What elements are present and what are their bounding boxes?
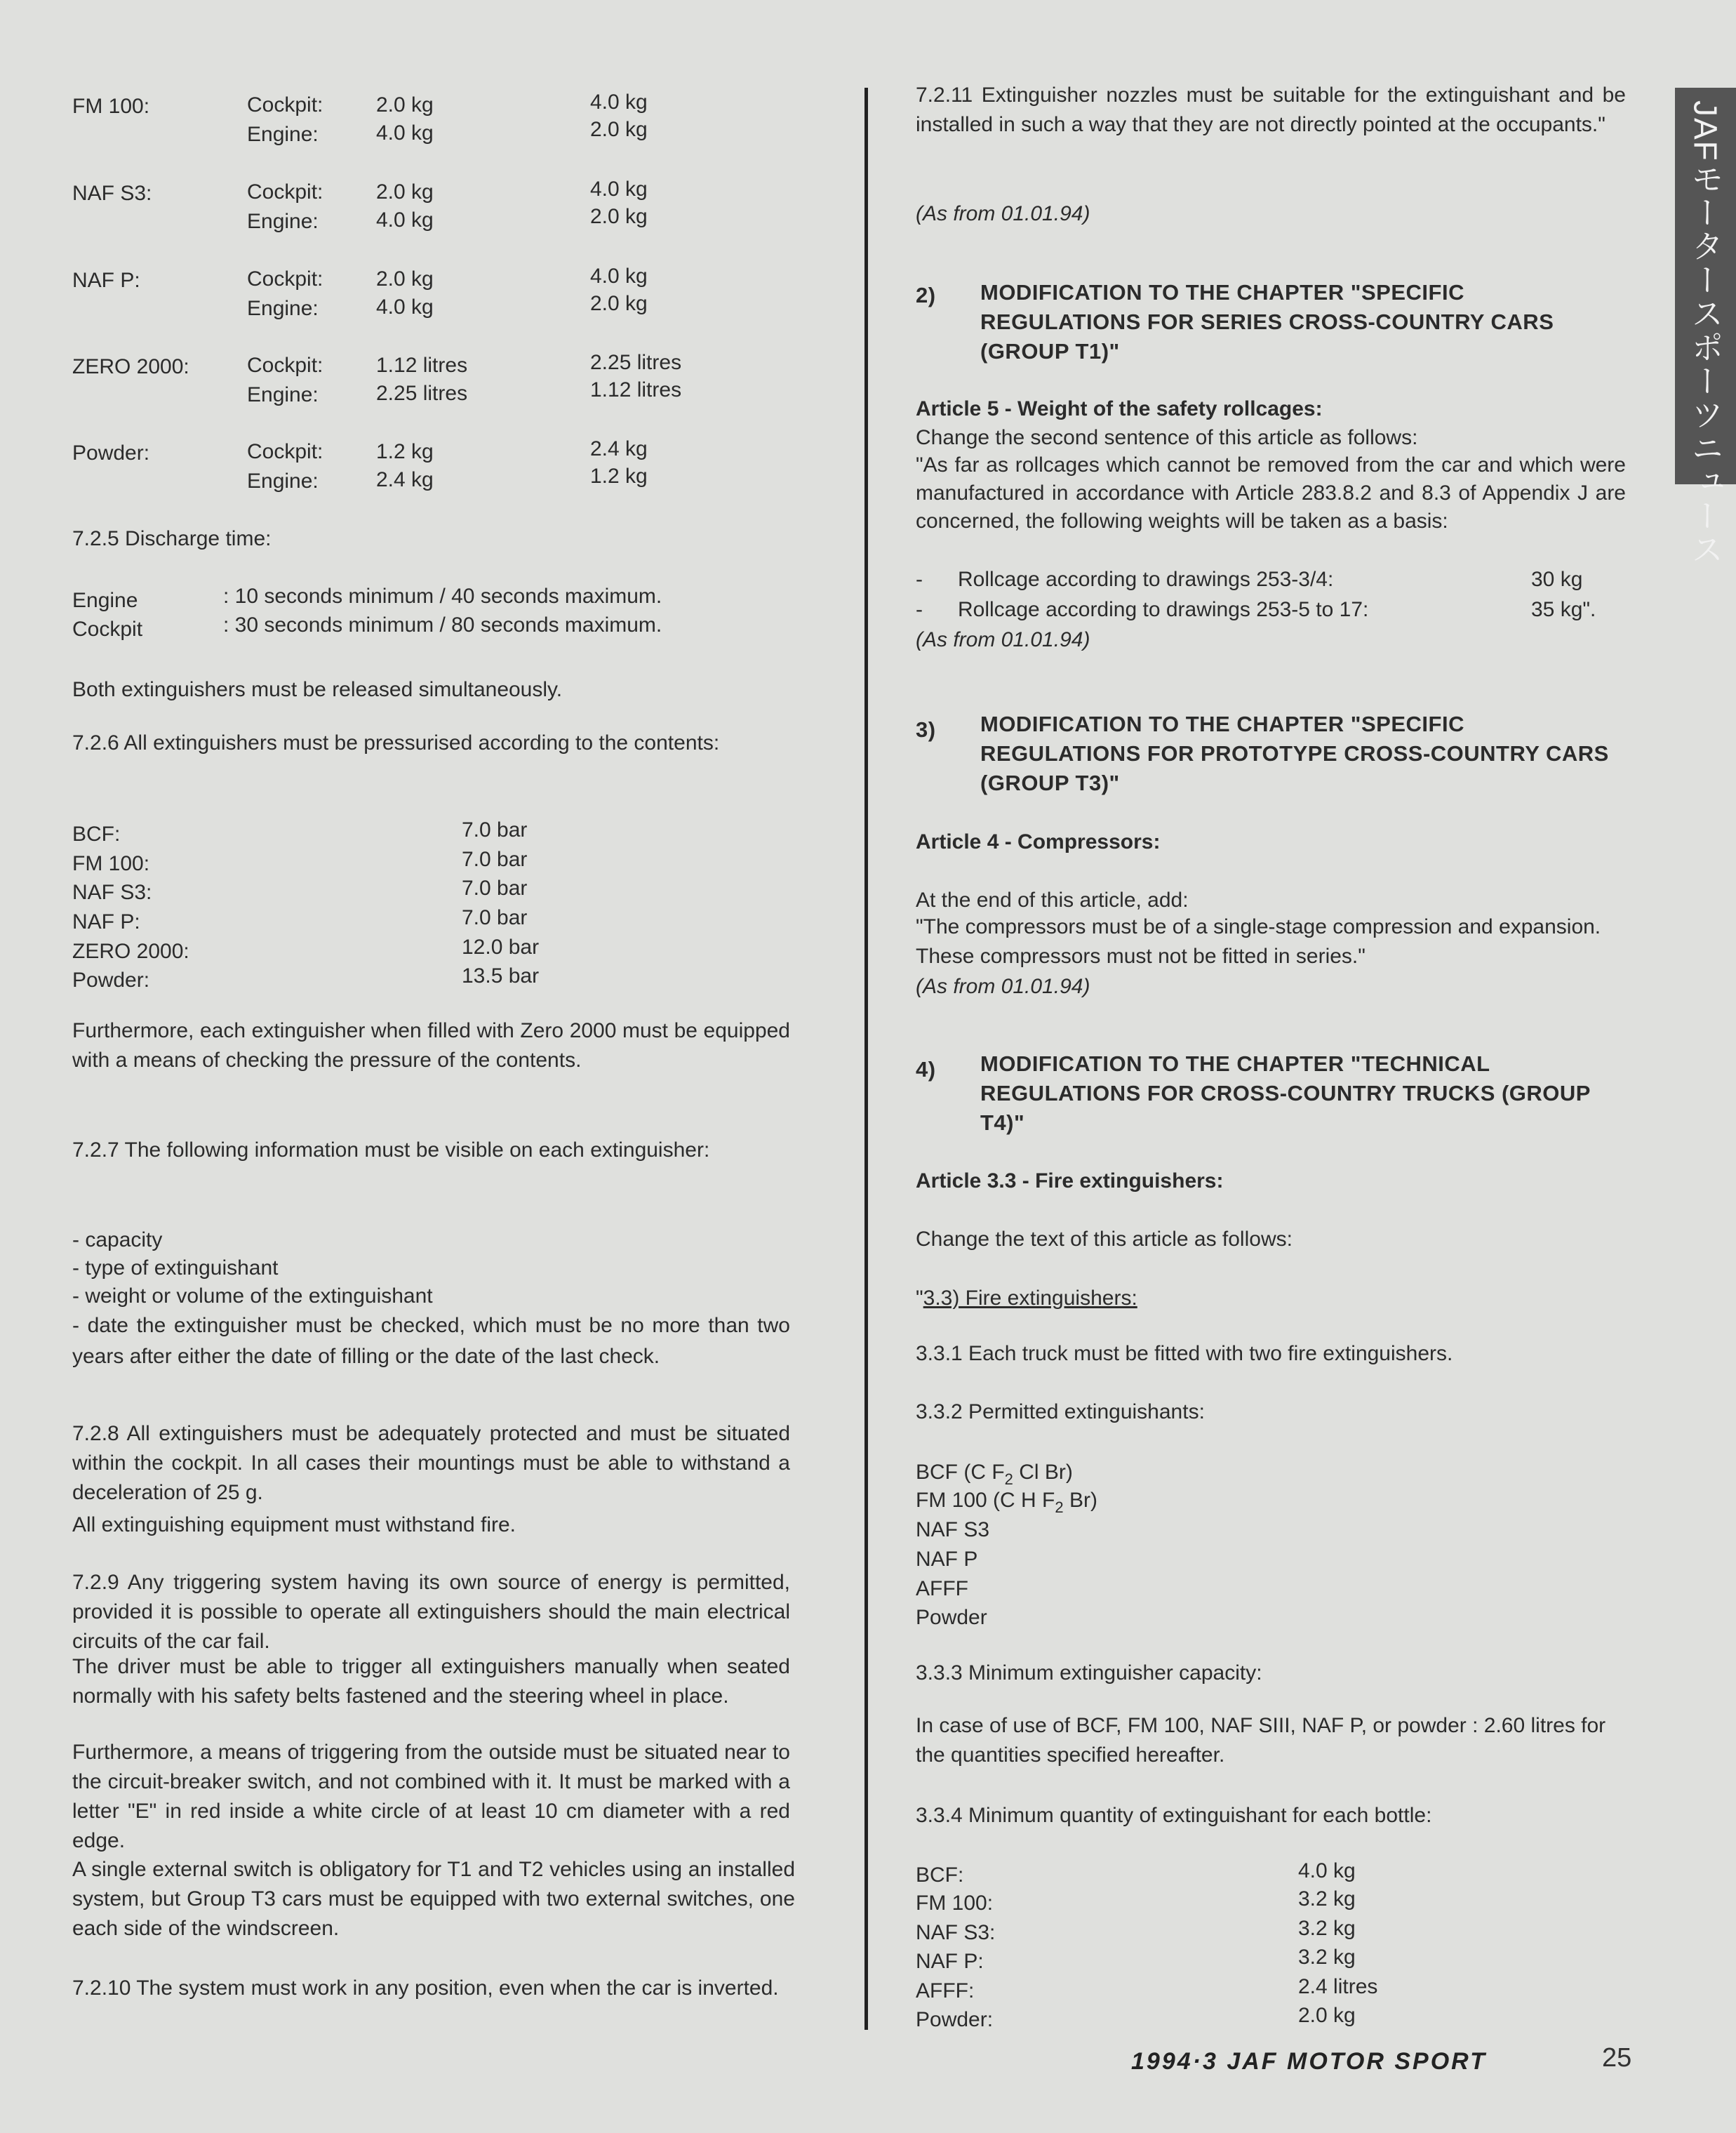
discharge-label: Cockpit (72, 618, 143, 641)
list-dash: - (916, 598, 923, 621)
para-zero-2000: Furthermore, each extinguisher when filled with Zero 2000 must be equipped with a means of checking the pressure of the contents. (72, 1019, 790, 1072)
location-label: Engine: (247, 123, 319, 146)
para-7-2-8-fire: All extinguishing equipment must withstand fire. (72, 1513, 516, 1536)
discharge-value: : 10 seconds minimum / 40 seconds maximum. (223, 585, 662, 608)
para-7-2-8: 7.2.8 All extinguishers must be adequately protected and must be situated within the cockpit. In all cases their mountings must be able to withstand a deceleration of 25 g. (72, 1422, 790, 1504)
location-label: Cockpit: (247, 354, 323, 377)
agent-name: NAF S3: (72, 182, 152, 205)
capacity-value: 2.0 kg (590, 205, 648, 228)
para-7-2-9-d: A single external switch is obligatory for T1 and T2 vehicles using an installed system, but Group T3 cars must be equipped with two external switches, one each side of the windscreen. (72, 1858, 795, 1940)
capacity-value: 2.4 kg (590, 437, 648, 460)
location-label: Cockpit: (247, 180, 323, 204)
rollcage-weight: 30 kg (1531, 568, 1583, 591)
agent-name: NAF S3: (72, 881, 152, 904)
bottle-quantity: 2.0 kg (1298, 2004, 1356, 2027)
capacity-value: 2.25 litres (590, 351, 682, 374)
discharge-value: : 30 seconds minimum / 80 seconds maximum. (223, 613, 662, 637)
pressure-value: 7.0 bar (462, 848, 528, 871)
agent-name: Powder: (72, 441, 150, 465)
info-list (72, 1226, 790, 1372)
para-3-3-1: 3.3.1 Each truck must be fitted with two fire extinguishers. (916, 1342, 1453, 1365)
agent-name: Powder: (916, 2008, 994, 2031)
location-label: Cockpit: (247, 93, 323, 117)
agent-name: FM 100: (72, 852, 150, 875)
para-7-2-6: 7.2.6 All extinguishers must be pressurised according to the contents: (72, 731, 720, 755)
bottle-quantity: 3.2 kg (1298, 1917, 1356, 1940)
list-item: - capacity (72, 1228, 163, 1251)
agent-item: Powder (916, 1606, 987, 1629)
capacity-value: 2.0 kg (376, 180, 434, 204)
list-dash: - (916, 568, 923, 591)
agent-name: BCF: (72, 823, 121, 846)
capacity-value: 4.0 kg (376, 121, 434, 145)
capacity-value: 1.2 kg (590, 465, 648, 488)
capacity-value: 4.0 kg (590, 91, 648, 114)
agent-name: NAF P: (72, 269, 140, 292)
list-item: - date the extinguisher must be checked, which must be no more than two years after either the date of filling or the date of the last check. (72, 1314, 790, 1368)
column-divider (864, 88, 868, 2030)
section-2-title: MODIFICATION TO THE CHAPTER "SPECIFIC REGULATIONS FOR SERIES CROSS-COUNTRY CARS (GROUP T1)" (980, 280, 1554, 364)
pressure-value: 7.0 bar (462, 877, 528, 900)
article-4-intro: At the end of this article, add: (916, 889, 1189, 912)
agent-name: BCF: (916, 1863, 964, 1887)
agent-fm100-text: Br) (1063, 1489, 1097, 1512)
footer-title: 1994·3 JAF MOTOR SPORT (1131, 2048, 1487, 2075)
agent-bcf-text: BCF (C F (916, 1461, 1005, 1484)
subsection-heading (916, 1284, 1137, 1313)
article-4-title: Article 4 - Compressors: (916, 830, 1161, 853)
bottle-quantity: 4.0 kg (1298, 1859, 1356, 1882)
agent-name: ZERO 2000: (72, 940, 189, 963)
bottle-quantity: 3.2 kg (1298, 1946, 1356, 1969)
capacity-value: 2.0 kg (376, 93, 434, 117)
agent-fm100-text: FM 100 (C H F (916, 1489, 1055, 1512)
capacity-value: 1.2 kg (376, 440, 434, 463)
section-3-title: MODIFICATION TO THE CHAPTER "SPECIFIC REGULATIONS FOR PROTOTYPE CROSS-COUNTRY CARS (GROUP T3)" (980, 712, 1609, 795)
para-7-2-9-b: The driver must be able to trigger all extinguishers manually when seated normally with his safety belts fastened and the steering wheel in place. (72, 1655, 790, 1708)
location-label: Engine: (247, 470, 319, 493)
capacity-value: 1.12 litres (590, 378, 682, 401)
capacity-value: 4.0 kg (590, 178, 648, 201)
para-3-3-4: 3.3.4 Minimum quantity of extinguishant for each bottle: (916, 1804, 1432, 1827)
capacity-value: 2.25 litres (376, 382, 468, 405)
rollcage-text: Rollcage according to drawings 253-3/4: (958, 568, 1334, 591)
agent-item: NAF P (916, 1548, 978, 1571)
sidebar-tab (1675, 88, 1736, 566)
pressure-value: 7.0 bar (462, 906, 528, 929)
capacity-value: 2.0 kg (376, 267, 434, 291)
para-7-2-10: 7.2.10 The system must work in any position, even when the car is inverted. (72, 1976, 779, 2000)
location-label: Cockpit: (247, 267, 323, 291)
page-number: 25 (1602, 2043, 1632, 2073)
article-4-quote: "The compressors must be of a single-stage compression and expansion. These compressors must not be fitted in series." (916, 915, 1601, 968)
bottle-quantity: 2.4 litres (1298, 1975, 1378, 1998)
bottle-quantity: 3.2 kg (1298, 1887, 1356, 1911)
para-7-2-9-a: 7.2.9 Any triggering system having its own source of energy is permitted, provided it is possible to operate all extinguishers should the main electrical circuits of the car fail. (72, 1571, 790, 1653)
sidebar-tab-label: JAFモータースポーツニュース (1687, 100, 1724, 566)
effective-date: (As from 01.01.94) (916, 975, 1090, 998)
section-number: 2) (916, 283, 936, 307)
pressure-value: 12.0 bar (462, 936, 540, 959)
discharge-label: Engine (72, 589, 138, 612)
capacity-value: 2.4 kg (376, 468, 434, 491)
subsection-title: 3.3) Fire extinguishers: (923, 1287, 1137, 1310)
para-7-2-9-c: Furthermore, a means of triggering from the outside must be situated near to the circuit-breaker switch, and not combined with it. It must be marked with a letter "E" in red inside a white circle of at least 10 cm diameter with a red edge. (72, 1741, 790, 1852)
effective-date: (As from 01.01.94) (916, 202, 1090, 225)
agent-bcf-text: Cl Br) (1013, 1461, 1073, 1484)
article-5-quote: "As far as rollcages which cannot be removed from the car and which were manufactured in accordance with Article 283.8.2 and 8.3 of Appendix J are concerned, the following weights will be taken as a basis: (916, 453, 1626, 533)
capacity-value: 2.0 kg (590, 292, 648, 315)
rollcage-text: Rollcage according to drawings 253-5 to 17: (958, 598, 1369, 621)
section-4-title: MODIFICATION TO THE CHAPTER "TECHNICAL REGULATIONS FOR CROSS-COUNTRY TRUCKS (GROUP T4)" (980, 1051, 1591, 1135)
capacity-value: 1.12 litres (376, 354, 468, 377)
effective-date: (As from 01.01.94) (916, 628, 1090, 651)
section-number: 4) (916, 1057, 936, 1082)
location-label: Engine: (247, 297, 319, 320)
capacity-value: 2.0 kg (590, 118, 648, 141)
capacity-value: 4.0 kg (590, 265, 648, 288)
section-number: 3) (916, 717, 936, 742)
agent-name: NAF P: (916, 1950, 984, 1973)
para-7-2-7: 7.2.7 The following information must be visible on each extinguisher: (72, 1138, 710, 1162)
agent-name: NAF P: (72, 910, 140, 933)
quote-mark: " (916, 1287, 923, 1310)
list-item: - weight or volume of the extinguishant (72, 1284, 433, 1308)
subscript: 2 (1004, 1470, 1013, 1488)
agent-name: FM 100: (916, 1892, 994, 1915)
capacity-value: 4.0 kg (376, 295, 434, 319)
discharge-heading: 7.2.5 Discharge time: (72, 527, 272, 550)
location-label: Cockpit: (247, 440, 323, 463)
agent-item: AFFF (916, 1577, 968, 1600)
agent-name: FM 100: (72, 95, 150, 118)
para-3-3-3-body: In case of use of BCF, FM 100, NAF SIII, NAF P, or powder : 2.60 litres for the quantities specified hereafter. (916, 1714, 1606, 1767)
article-5-intro: Change the second sentence of this article as follows: (916, 426, 1418, 449)
pressure-value: 13.5 bar (462, 964, 540, 988)
agent-name: Powder: (72, 969, 150, 992)
article-3-3-title: Article 3.3 - Fire extinguishers: (916, 1169, 1224, 1192)
agent-item: NAF S3 (916, 1518, 990, 1541)
subscript: 2 (1055, 1499, 1064, 1516)
location-label: Engine: (247, 383, 319, 406)
list-item: - type of extinguishant (72, 1256, 279, 1280)
simultaneous-note: Both extinguishers must be released simultaneously. (72, 678, 563, 701)
pressure-value: 7.0 bar (462, 818, 528, 842)
location-label: Engine: (247, 210, 319, 233)
article-3-3-intro: Change the text of this article as follows: (916, 1228, 1293, 1251)
rollcage-weight: 35 kg". (1531, 598, 1596, 621)
agent-name: ZERO 2000: (72, 355, 189, 378)
para-3-3-3: 3.3.3 Minimum extinguisher capacity: (916, 1661, 1262, 1685)
article-5-title: Article 5 - Weight of the safety rollcages: (916, 397, 1323, 420)
capacity-value: 4.0 kg (376, 208, 434, 232)
agent-name: AFFF: (916, 1979, 975, 2002)
para-3-3-2: 3.3.2 Permitted extinguishants: (916, 1400, 1205, 1423)
para-7-2-11: 7.2.11 Extinguisher nozzles must be suitable for the extinguishant and be installed in such a way that they are not directly pointed at the occupants." (916, 84, 1626, 136)
agent-name: NAF S3: (916, 1921, 996, 1944)
